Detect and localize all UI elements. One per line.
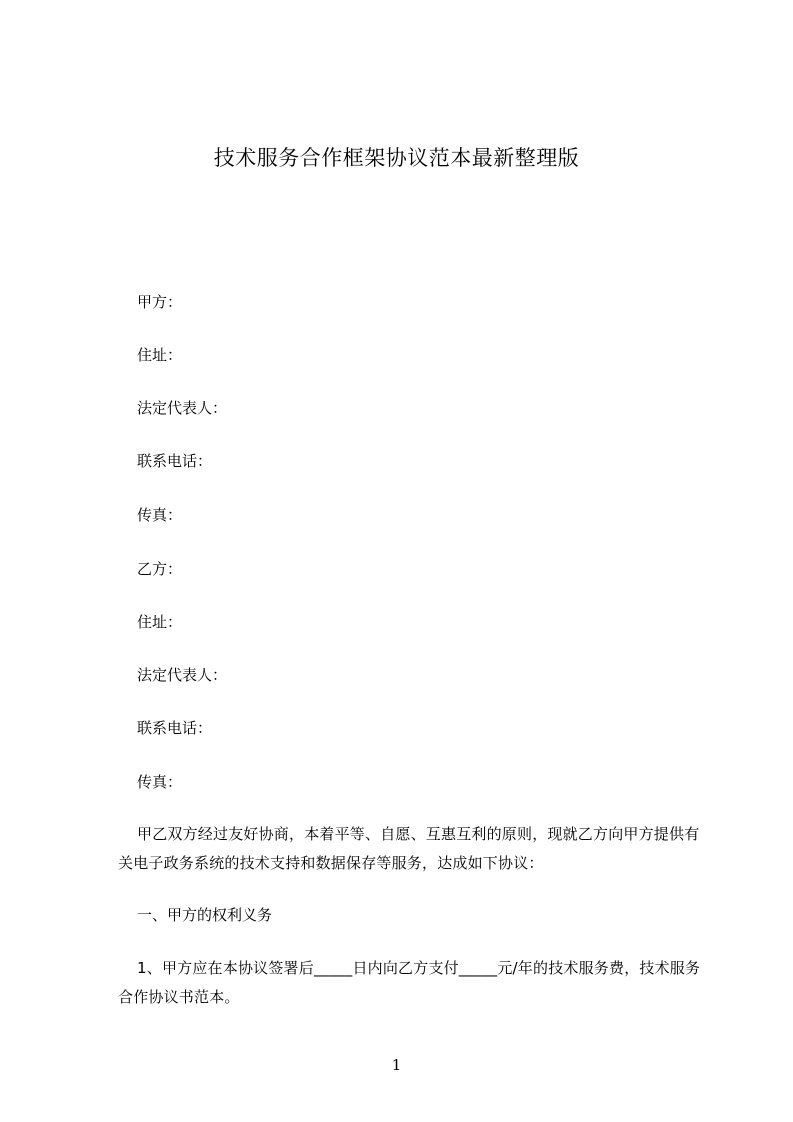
- party-b-phone-label: 联系电话：: [137, 719, 213, 737]
- clause-paragraph: 1、甲方应在本协议签署后_____日内向乙方支付_____元/年的技术服务费，技术服务合作协议书范本。: [118, 959, 701, 1006]
- party-b-name-label: 乙方：: [137, 560, 183, 578]
- page-number: 1: [391, 1056, 402, 1074]
- intro-paragraph: 甲乙双方经过友好协商，本着平等、自愿、互惠互利的原则，现就乙方向甲方提供有关电子政务系统的技术支持和数据保存等服务，达成如下协议：: [118, 825, 700, 872]
- party-a-address-label: 住址：: [137, 346, 183, 364]
- document-title: 技术服务合作框架协议范本最新整理版: [213, 146, 580, 170]
- party-a-phone-label: 联系电话：: [137, 452, 213, 470]
- party-a-fax-label: 传真：: [137, 506, 183, 524]
- party-b-rep-label: 法定代表人：: [137, 666, 228, 684]
- party-b-fax-label: 传真：: [137, 773, 183, 791]
- party-a-name-label: 甲方：: [137, 293, 183, 311]
- party-a-rep-label: 法定代表人：: [137, 399, 228, 417]
- section-heading: 一、甲方的权利义务: [137, 906, 273, 924]
- party-b-address-label: 住址：: [137, 613, 183, 631]
